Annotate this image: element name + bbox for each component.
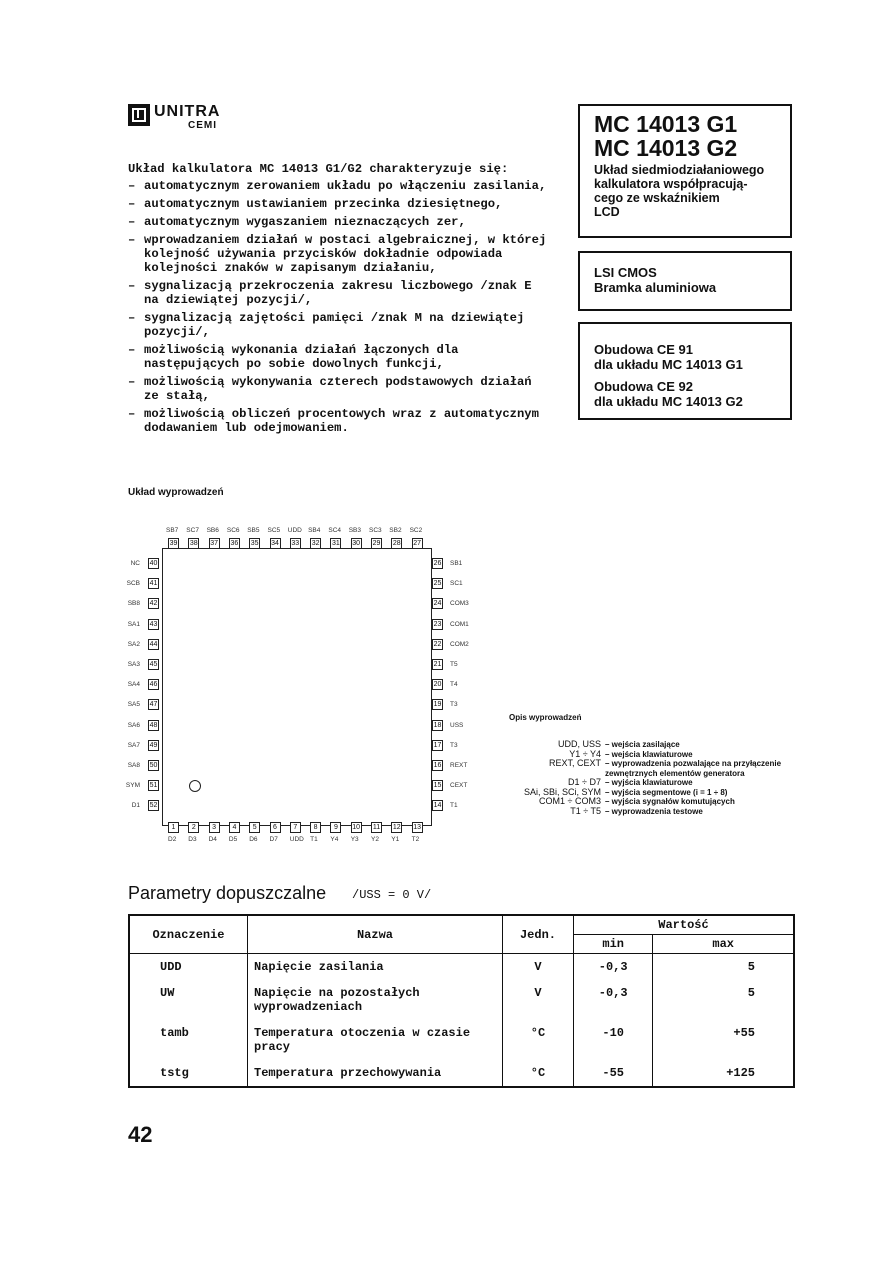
tech-line: Bramka aluminiowa xyxy=(594,280,717,295)
pin-label: T2 xyxy=(411,836,420,843)
feature-item: – możliwością obliczeń procentowych wraz z automatycznym dodawaniem lub odejmowaniem. xyxy=(128,407,548,435)
pin-number: 4 xyxy=(229,822,240,833)
feature-item: – wprowadzaniem działań w postaci algebraicznej, w której kolejność używania przycisków dokładnie odpowiada kolejności znaków w zapisanym działaniu, xyxy=(128,233,548,275)
feature-item: – automatycznym wygaszaniem nieznaczących zer, xyxy=(128,215,548,229)
pin-label: COM2 xyxy=(450,640,469,648)
pin-number: 50 xyxy=(149,762,158,769)
pin-number: 7 xyxy=(290,822,301,833)
pin-label: SA6 xyxy=(127,721,140,729)
legend-symbol: UDD, USS xyxy=(557,739,601,749)
pin-number: 28 xyxy=(392,540,401,547)
pin-label: SC3 xyxy=(369,527,382,534)
pin-number: 23 xyxy=(433,620,442,628)
pin-label: T1 xyxy=(450,802,458,810)
pin-number: 48 xyxy=(149,721,158,729)
table-row xyxy=(129,1020,794,1060)
technology-box xyxy=(578,251,792,311)
pin-number: 26 xyxy=(433,560,442,567)
header-min: min xyxy=(574,935,653,954)
header-name: Nazwa xyxy=(248,915,503,954)
pin-label: D1 xyxy=(131,802,140,810)
pin-label: SC4 xyxy=(328,527,342,534)
pin-number: 29 xyxy=(372,540,381,547)
param-symbol: tamb xyxy=(129,1020,248,1060)
pin-number: 9 xyxy=(330,822,341,833)
pin-number: 11 xyxy=(372,824,381,831)
pin-label: D3 xyxy=(188,836,197,843)
pin-label: COM3 xyxy=(450,600,469,608)
feature-item: – możliwością wykonania działań łączonych dla następujących po sobie dowolnych funkcji, xyxy=(128,343,548,371)
product-box xyxy=(578,104,792,238)
page-number: 42 xyxy=(128,1122,153,1147)
param-min: -0,3 xyxy=(574,954,653,981)
package-line: Obudowa CE 92 xyxy=(594,379,693,394)
pin-number: 36 xyxy=(230,540,239,547)
package-line: dla układu MC 14013 G2 xyxy=(594,394,743,409)
tech-line: LSI CMOS xyxy=(594,265,657,280)
pin-number: 10 xyxy=(352,824,361,831)
header-value: Wartość xyxy=(574,915,795,935)
pin-number: 52 xyxy=(149,802,158,810)
param-name: Temperatura przechowywania xyxy=(248,1060,503,1087)
pin-number: 37 xyxy=(210,540,218,547)
pin-number: 27 xyxy=(413,540,421,547)
pin-label: SA3 xyxy=(127,661,140,668)
pin-number: 51 xyxy=(149,782,158,790)
pin-number: 13 xyxy=(413,824,421,831)
pin-label: SA8 xyxy=(127,762,140,769)
product-desc-line: kalkulatora współpracują- xyxy=(594,177,748,191)
legend-caption: Opis wyprowadzeń xyxy=(509,713,582,722)
pin-label: T3 xyxy=(450,701,458,709)
pin-label: NC xyxy=(130,560,140,567)
param-unit: °C xyxy=(503,1060,574,1087)
pin-number: 18 xyxy=(433,721,442,729)
pin-number: 38 xyxy=(189,540,198,547)
header-unit: Jedn. xyxy=(503,915,574,954)
pin-label: Y2 xyxy=(371,836,379,843)
legend-description: – wyjścia segmentowe (i = 1 ÷ 8) xyxy=(605,787,728,797)
pin-label: SC5 xyxy=(267,527,281,534)
pin-number: 32 xyxy=(311,540,320,547)
legend-description: – wyprowadzenia testowe xyxy=(605,806,703,816)
param-max: +55 xyxy=(653,1020,794,1060)
param-max: +125 xyxy=(653,1060,794,1087)
pin-legend xyxy=(505,740,805,816)
pin-number: 44 xyxy=(149,640,158,648)
feature-item: – automatycznym zerowaniem układu po włączeniu zasilania, xyxy=(128,179,548,193)
pin-label: COM1 xyxy=(450,620,469,628)
logo-sub: CEMI xyxy=(188,120,217,131)
pin-number: 14 xyxy=(433,802,442,810)
pin-label: SB5 xyxy=(247,527,260,534)
pin-label: Y3 xyxy=(350,836,359,843)
product-description xyxy=(594,163,776,219)
param-unit: °C xyxy=(503,1020,574,1060)
legend-description: – wyjścia sygnałów komutujących xyxy=(605,797,735,806)
package-line: Obudowa CE 91 xyxy=(594,342,693,357)
pin-label: SB2 xyxy=(389,527,402,534)
pin-number: 6 xyxy=(270,822,281,833)
pin-number: 31 xyxy=(331,540,340,547)
param-name: Temperatura otoczenia w czasie pracy xyxy=(248,1020,503,1060)
pin-label: D2 xyxy=(168,836,177,843)
pin-number: 2 xyxy=(188,822,199,833)
pin-label: SCB xyxy=(126,580,140,588)
param-name: Napięcie na pozostałych wyprowadzeniach xyxy=(248,980,503,1020)
pin-label: D4 xyxy=(208,836,217,843)
product-desc-line: LCD xyxy=(594,205,620,219)
param-symbol: UDD xyxy=(129,954,248,981)
pin-label: D5 xyxy=(228,836,238,843)
legend-description: – wejścia klawiaturowe xyxy=(605,749,693,759)
param-name: Napięcie zasilania xyxy=(248,954,503,981)
pin-number: 39 xyxy=(169,540,178,547)
pin-number: 21 xyxy=(433,661,442,668)
legend-row xyxy=(505,797,805,807)
param-min: -10 xyxy=(574,1020,653,1060)
pin-label: SA7 xyxy=(127,741,140,749)
legend-row xyxy=(505,759,805,778)
pin-label: T3 xyxy=(450,741,458,749)
feature-list xyxy=(128,162,548,439)
pin-number: 22 xyxy=(433,640,442,648)
param-min: -0,3 xyxy=(574,980,653,1020)
pin-label: SB1 xyxy=(450,560,463,567)
param-symbol: UW xyxy=(129,980,248,1020)
pin-label: T5 xyxy=(450,661,458,668)
pin-number: 1 xyxy=(168,822,179,833)
feature-item: – automatycznym ustawianiem przecinka dziesiętnego, xyxy=(128,197,548,211)
package-box xyxy=(578,322,792,420)
pin-number: 40 xyxy=(149,560,158,567)
pin-number: 5 xyxy=(249,822,260,833)
package-line: dla układu MC 14013 G1 xyxy=(594,357,743,372)
pin-number: 47 xyxy=(149,701,158,709)
pin-label: CEXT xyxy=(450,782,468,790)
unitra-logo xyxy=(128,104,220,132)
pin1-orientation-mark xyxy=(189,780,201,792)
unitra-logo-icon xyxy=(128,104,150,126)
pin-number: 46 xyxy=(149,681,158,689)
param-min: -55 xyxy=(574,1060,653,1087)
header-symbol: Oznaczenie xyxy=(129,915,248,954)
legend-symbol: T1 ÷ T5 xyxy=(570,805,601,816)
legend-row xyxy=(505,740,805,750)
pin-label: REXT xyxy=(450,762,468,769)
param-max: 5 xyxy=(653,980,794,1020)
params-table xyxy=(128,914,795,1088)
pin-label: SB6 xyxy=(206,527,219,534)
pin-label: SA5 xyxy=(127,701,140,709)
pin-label: SC2 xyxy=(409,527,423,534)
pin-label: T4 xyxy=(450,681,458,689)
pin-number: 45 xyxy=(149,661,158,668)
param-symbol: tstg xyxy=(129,1060,248,1087)
pin-number: 17 xyxy=(433,741,442,749)
legend-symbol: D1 ÷ D7 xyxy=(568,777,601,787)
param-max: 5 xyxy=(653,954,794,981)
params-subtitle: /USS = 0 V/ xyxy=(352,888,432,902)
pin-number: 49 xyxy=(149,741,158,749)
pin-label: USS xyxy=(450,721,464,729)
pin-number: 20 xyxy=(433,681,442,689)
pin-label: SB8 xyxy=(127,600,140,608)
pin-number: 25 xyxy=(433,580,442,588)
pin-label: SB3 xyxy=(348,527,361,534)
product-title-2: MC 14013 G2 xyxy=(594,135,738,161)
pin-label: Y1 xyxy=(391,836,400,843)
pin-label: D6 xyxy=(249,836,258,843)
pin-label: SA2 xyxy=(127,640,140,648)
pin-number: 42 xyxy=(149,600,158,608)
pin-number: 15 xyxy=(433,782,442,790)
chip-body xyxy=(162,548,432,826)
legend-symbol: REXT, CEXT xyxy=(548,758,601,768)
param-unit: V xyxy=(503,980,574,1020)
feature-item: – możliwością wykonywania czterech podstawowych działań ze stałą, xyxy=(128,375,548,403)
pin-number: 33 xyxy=(291,540,300,547)
pin-label: SC1 xyxy=(450,580,463,588)
pin-label: SC6 xyxy=(226,527,240,534)
pin-number: 34 xyxy=(271,540,279,547)
pin-label: Y4 xyxy=(330,836,339,843)
product-desc-line: cego ze wskaźnikiem xyxy=(594,191,720,205)
pin-label: T1 xyxy=(310,836,318,843)
product-title-1: MC 14013 G1 xyxy=(594,111,738,137)
table-row xyxy=(129,980,794,1020)
pin-label: SC7 xyxy=(186,527,199,534)
pin-number: 35 xyxy=(250,540,259,547)
pin-label: SB4 xyxy=(308,527,321,534)
pin-label: UDD xyxy=(289,836,304,843)
pin-number: 41 xyxy=(149,580,158,588)
pinout-caption: Układ wyprowadzeń xyxy=(128,487,224,498)
feature-item: – sygnalizacją przekroczenia zakresu liczbowego /znak E na dziewiątej pozycji/, xyxy=(128,279,548,307)
table-row xyxy=(129,954,794,981)
pin-number: 16 xyxy=(433,762,442,769)
legend-symbol: Y1 ÷ Y4 xyxy=(569,748,601,759)
pin-label: SA1 xyxy=(127,620,140,628)
pin-number: 8 xyxy=(310,822,321,833)
pin-label: D7 xyxy=(269,836,278,843)
param-unit: V xyxy=(503,954,574,981)
pin-label: SB7 xyxy=(166,527,179,534)
legend-description: – wyprowadzenia pozwalające na przyłączenie zewnętrznych elementów generatora xyxy=(605,759,782,778)
feature-item: – sygnalizacją zajętości pamięci /znak M na dziewiątej pozycji/, xyxy=(128,311,548,339)
legend-description: – wejścia zasilające xyxy=(605,740,680,749)
pin-number: 3 xyxy=(209,822,220,833)
pin-number: 12 xyxy=(392,824,401,831)
params-title: Parametry dopuszczalne xyxy=(128,883,327,903)
header-max: max xyxy=(653,935,794,954)
product-desc-line: Układ siedmiodziałaniowego xyxy=(594,163,765,177)
legend-description: – wyjścia klawiaturowe xyxy=(605,778,693,787)
logo-name: UNITRA xyxy=(154,103,221,120)
pin-number: 30 xyxy=(352,540,361,547)
pin-label: SA4 xyxy=(127,681,140,689)
pin-label: UDD xyxy=(287,527,302,534)
intro-lead: Układ kalkulatora MC 14013 G1/G2 charakteryzuje się: xyxy=(128,162,509,176)
pin-number: 43 xyxy=(149,620,158,628)
pin-label: SYM xyxy=(125,782,140,790)
table-row xyxy=(129,1060,794,1087)
pin-number: 19 xyxy=(433,701,442,709)
pin-number: 24 xyxy=(433,600,442,608)
legend-symbol: COM1 ÷ COM3 xyxy=(539,796,601,806)
legend-row xyxy=(505,807,805,817)
legend-symbol: SAi, SBi, SCi, SYM xyxy=(523,786,601,797)
